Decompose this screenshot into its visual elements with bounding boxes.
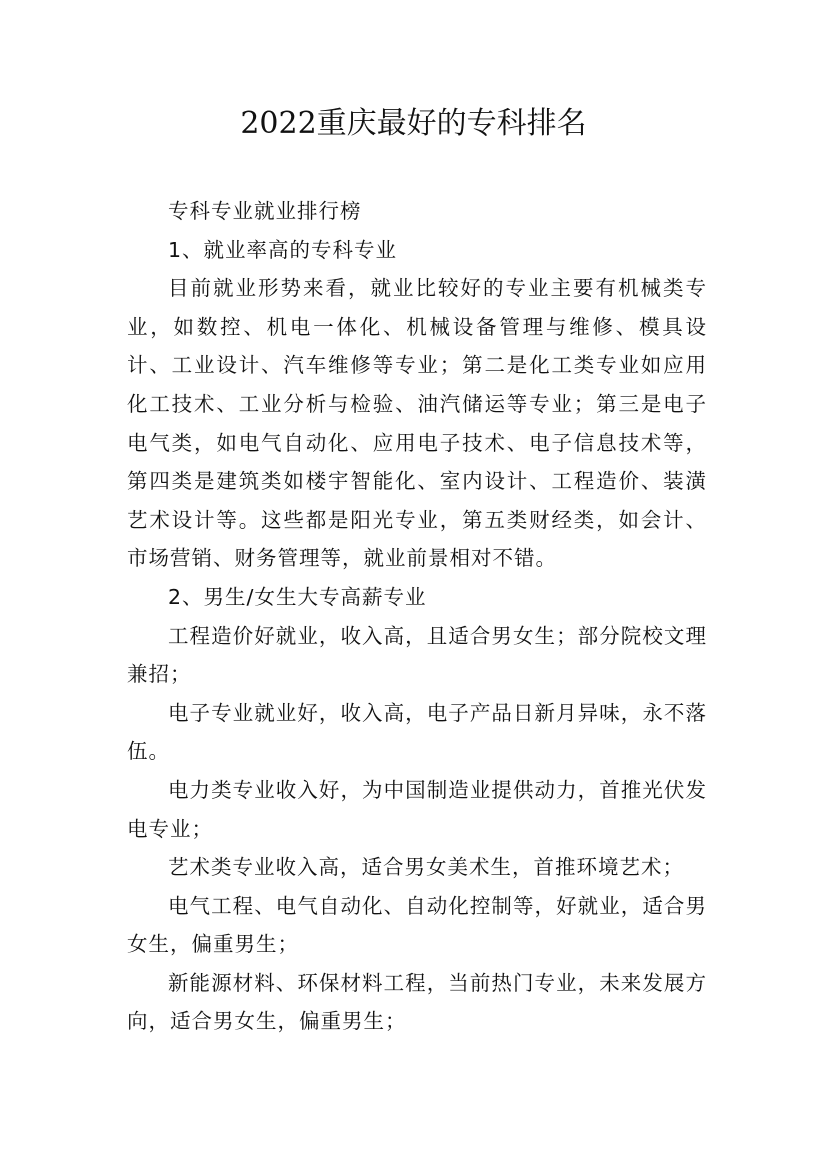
paragraph-electrical-engineering: 电气工程、电气自动化、自动化控制等，好就业，适合男女生，偏重男生； [127, 893, 707, 957]
paragraph-ranking-heading: 专科专业就业排行榜 [168, 199, 362, 223]
paragraph-electronics: 电子专业就业好，收入高，电子产品日新月异味，永不落伍。 [127, 700, 707, 764]
paragraph-engineering-cost: 工程造价好就业，收入高，且适合男女生；部分院校文理兼招； [127, 623, 707, 687]
paragraph-section-2-heading: 2、男生/女生大专高薪专业 [168, 584, 427, 609]
paragraph-new-energy-materials: 新能源材料、环保材料工程，当前热门专业，未来发展方向，适合男女生，偏重男生； [127, 970, 707, 1034]
paragraph-electric-power: 电力类专业收入好，为中国制造业提供动力，首推光伏发电专业； [127, 777, 707, 841]
paragraph-arts: 艺术类专业收入高，适合男女美术生，首推环境艺术； [168, 855, 684, 880]
document-title: 2022重庆最好的专科排名 [240, 106, 587, 141]
document-body [127, 192, 707, 1041]
paragraph-employment-overview: 目前就业形势来看，就业比较好的专业主要有机械类专业，如数控、机电一体化、机械设备管理与维修、模具设计、工业设计、汽车维修等专业；第二是化工类专业如应用化工技术、工业分析与检验、油汽储运等专业；第三是电子电气类，如电气自动化、应用电子技术、电子信息技术等，第四类是建筑类如楼宇智能化、室内设计、工程造价、装潢艺术设计等。这些都是阳光专业，第五类财经类，如会计、市场营销、财务管理等，就业前景相对不错。 [127, 276, 707, 571]
paragraph-section-1-heading: 1、就业率高的专科专业 [168, 237, 398, 262]
